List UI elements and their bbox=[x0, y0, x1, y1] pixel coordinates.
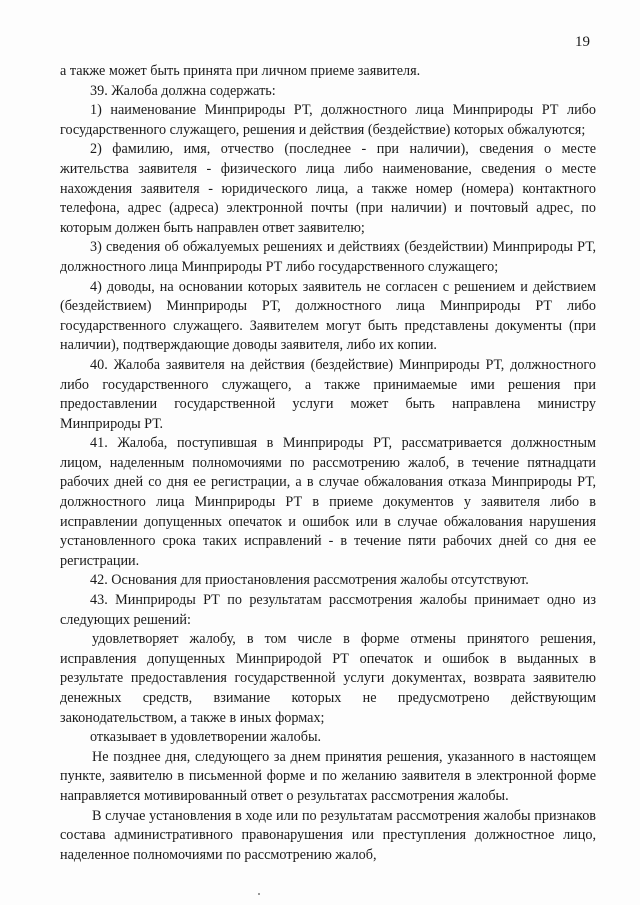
paragraph-43: 43. Минприроды РТ по результатам рассмотрения жалобы принимает одно из следующих решений: bbox=[60, 592, 596, 628]
list-item-1: 1) наименование Минприроды РТ, должностного лица Минприроды РТ либо государственного служащего, решения и действия (бездействие) которых обжалуются; bbox=[60, 102, 596, 138]
scan-speck bbox=[258, 893, 260, 895]
paragraph-39: 39. Жалоба должна содержать: bbox=[90, 82, 276, 99]
decision-option-satisfy: удовлетворяет жалобу, в том числе в форме отмены принятого решения, исправления допущенных Минприродой РТ опечаток и ошибок в выданных в результате предоставления государственной услуги документах, возврата заявителю денежных средств, взимание которых не предусмотрено действующим законодательством, а также в иных формах; bbox=[60, 631, 596, 726]
list-item-4: 4) доводы, на основании которых заявитель не согласен с решением и действием (бездействием) Минприроды РТ, должностного лица Минприроды РТ либо государственного служащего. Заявителем могут быть представлены документы (при наличии), подтверждающие доводы заявителя, либо их копии. bbox=[60, 278, 596, 354]
paragraph-response-deadline: Не позднее дня, следующего за днем принятия решения, указанного в настоящем пункте, заявителю в письменной форме и по желанию заявителя в электронной форме направляется мотивированный ответ о результатах рассмотрения жалобы. bbox=[60, 748, 596, 804]
paragraph-violation-case: В случае установления в ходе или по результатам рассмотрения жалобы признаков состава административного правонарушения или преступления должностное лицо, наделенное полномочиями по рассмотрению жалоб, bbox=[60, 807, 596, 863]
document-body bbox=[60, 62, 596, 865]
paragraph-continuation: а также может быть принята при личном приеме заявителя. bbox=[60, 63, 421, 79]
decision-option-refuse: отказывает в удовлетворении жалобы. bbox=[90, 729, 322, 746]
list-item-3: 3) сведения об обжалуемых решениях и действиях (бездействии) Минприроды РТ, должностного лица Минприроды РТ либо государственного служащего; bbox=[60, 239, 596, 275]
list-item-2: 2) фамилию, имя, отчество (последнее - при наличии), сведения о месте жительства заявителя - физического лица либо наименование, сведения о месте нахождения заявителя - юридического лица, а также номер (номера) контактного телефона, адрес (адреса) электронной почты (при наличии) и почтовый адрес, по которым должен быть направлен ответ заявителю; bbox=[60, 141, 596, 236]
page-number: 19 bbox=[575, 34, 590, 50]
paragraph-41: 41. Жалоба, поступившая в Минприроды РТ, рассматривается должностным лицом, наделенным полномочиями по рассмотрению жалоб, в течение пятнадцати рабочих дней со дня ее регистрации, а в случае обжалования отказа Минприроды РТ, должностного лица Минприроды РТ в приеме документов у заявителя либо в исправлении допущенных опечаток и ошибок или в случае обжалования нарушения установленного срока таких исправлений - в течение пяти рабочих дней со дня ее регистрации. bbox=[60, 435, 596, 569]
paragraph-40: 40. Жалоба заявителя на действия (бездействие) Минприроды РТ, должностного либо государственного служащего, а также принимаемые ими решения при предоставлении государственной услуги может быть направлена министру Минприроды РТ. bbox=[60, 356, 596, 432]
paragraph-42: 42. Основания для приостановления рассмотрения жалобы отсутствуют. bbox=[90, 572, 529, 589]
